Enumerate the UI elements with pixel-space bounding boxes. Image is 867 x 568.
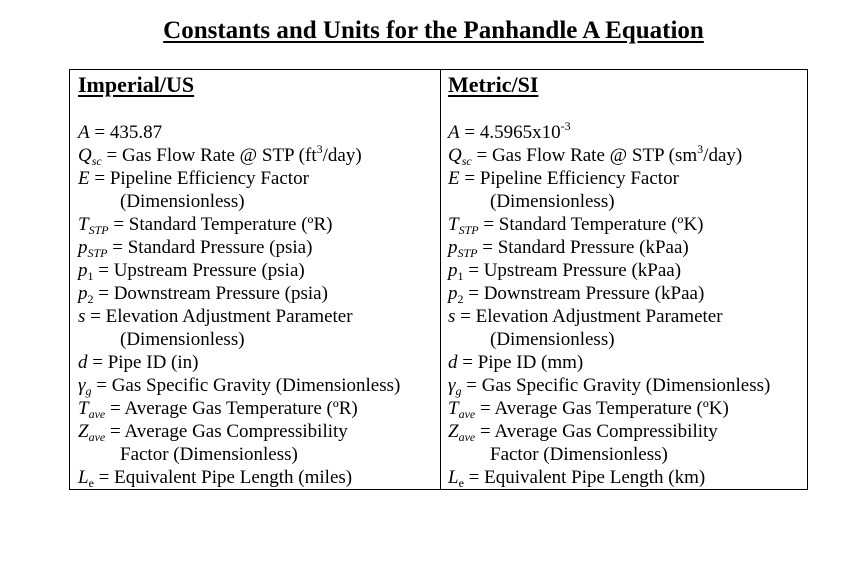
definition-text: = Elevation Adjustment Parameter [85, 306, 353, 327]
def-s [448, 305, 806, 328]
imperial-column [78, 70, 438, 489]
symbol: A [78, 122, 90, 143]
subscript: 2 [87, 292, 94, 306]
subscript: STP [87, 246, 108, 260]
column-divider [440, 70, 441, 489]
definition-text: = Gas Flow Rate @ STP (ft [101, 145, 317, 166]
symbol: T [78, 214, 89, 235]
definition-text: = Elevation Adjustment Parameter [455, 306, 723, 327]
symbol: s [78, 306, 86, 327]
definition-text: = Downstream Pressure (kPaa) [463, 283, 705, 304]
def-Tstp [78, 213, 438, 236]
subscript: ave [458, 407, 476, 421]
def-Zave [448, 420, 806, 443]
def-Qsc [78, 144, 438, 167]
def-Qsc [448, 144, 806, 167]
symbol: p [78, 237, 88, 258]
def-d [448, 351, 806, 374]
definition-text: = Standard Temperature (ºK) [478, 214, 704, 235]
def-Zave-continued: Factor (Dimensionless) [120, 444, 298, 465]
definition-text: = Gas Specific Gravity (Dimensionless) [91, 375, 401, 396]
def-s [78, 305, 438, 328]
subscript: e [458, 476, 464, 490]
subscript: ave [458, 430, 476, 444]
def-A [78, 121, 438, 144]
def-pstp [448, 236, 806, 259]
subscript: STP [457, 246, 478, 260]
symbol: p [78, 260, 88, 281]
definition-text: = Pipe ID (in) [87, 352, 199, 373]
metric-definitions [448, 121, 806, 489]
subscript: STP [88, 223, 109, 237]
def-p2 [78, 282, 438, 305]
symbol: d [448, 352, 458, 373]
symbol: T [448, 214, 459, 235]
definition-text: = Gas Flow Rate @ STP (sm [471, 145, 698, 166]
def-p1 [448, 259, 806, 282]
symbol: Z [448, 421, 459, 442]
definition-text: = Average Gas Compressibility [105, 421, 348, 442]
symbol: γ [78, 375, 86, 396]
definition-text: = Average Gas Compressibility [475, 421, 718, 442]
superscript: 3 [316, 142, 323, 156]
symbol: γ [448, 375, 456, 396]
imperial-definitions [78, 121, 438, 489]
definition-text: = Pipe ID (mm) [457, 352, 584, 373]
subscript: 1 [87, 269, 94, 283]
definition-text: = Standard Temperature (ºR) [108, 214, 333, 235]
metric-header: Metric/SI [448, 72, 539, 97]
definition-text: = 435.87 [89, 122, 163, 143]
def-pstp [78, 236, 438, 259]
def-Zave [78, 420, 438, 443]
subscript: g [85, 384, 92, 398]
subscript: e [88, 476, 94, 490]
symbol: d [78, 352, 88, 373]
subscript: ave [88, 407, 106, 421]
subscript: 2 [457, 292, 464, 306]
symbol: L [448, 467, 459, 488]
constants-table [69, 69, 808, 490]
subscript: STP [458, 223, 479, 237]
symbol: Z [78, 421, 89, 442]
subscript: g [455, 384, 462, 398]
page-title: Constants and Units for the Panhandle A Equation [163, 17, 704, 44]
definition-text: = Average Gas Temperature (ºR) [105, 398, 358, 419]
definition-text: = Gas Specific Gravity (Dimensionless) [461, 375, 771, 396]
def-d [78, 351, 438, 374]
symbol: A [448, 122, 460, 143]
superscript: -3 [560, 119, 571, 133]
definition-text: = Standard Pressure (kPaa) [477, 237, 689, 258]
def-s-continued: (Dimensionless) [490, 329, 615, 350]
def-Zave-continued: Factor (Dimensionless) [490, 444, 668, 465]
symbol: L [78, 467, 89, 488]
definition-text: = Average Gas Temperature (ºK) [475, 398, 729, 419]
def-E-continued: (Dimensionless) [120, 191, 245, 212]
definition-text: = Standard Pressure (psia) [107, 237, 313, 258]
symbol: p [448, 237, 458, 258]
subscript: ave [88, 430, 106, 444]
symbol: Q [448, 145, 462, 166]
def-p1 [78, 259, 438, 282]
definition-text: = Equivalent Pipe Length (km) [463, 467, 706, 488]
def-Tave [448, 397, 806, 420]
symbol: p [448, 260, 458, 281]
definition-text: = 4.5965x10 [459, 122, 561, 143]
symbol: T [78, 398, 89, 419]
superscript: 3 [697, 142, 704, 156]
definition-text: = Downstream Pressure (psia) [93, 283, 328, 304]
definition-text: = Upstream Pressure (kPaa) [463, 260, 682, 281]
definition-text: = Pipeline Efficiency Factor [89, 168, 309, 189]
definition-text: = Pipeline Efficiency Factor [459, 168, 679, 189]
def-Tstp [448, 213, 806, 236]
def-E [78, 167, 438, 190]
symbol: p [448, 283, 458, 304]
definition-text: = Equivalent Pipe Length (miles) [93, 467, 353, 488]
metric-column [448, 70, 806, 489]
def-Le [78, 466, 438, 489]
def-p2 [448, 282, 806, 305]
subscript: sc [461, 154, 472, 168]
symbol: p [78, 283, 88, 304]
symbol: Q [78, 145, 92, 166]
def-E-continued: (Dimensionless) [490, 191, 615, 212]
definition-tail: /day) [703, 145, 743, 166]
definition-tail: /day) [322, 145, 362, 166]
def-E [448, 167, 806, 190]
symbol: s [448, 306, 456, 327]
def-A [448, 121, 806, 144]
symbol: T [448, 398, 459, 419]
symbol: E [78, 168, 90, 189]
def-gamma [78, 374, 438, 397]
def-Le [448, 466, 806, 489]
subscript: 1 [457, 269, 464, 283]
def-s-continued: (Dimensionless) [120, 329, 245, 350]
def-gamma [448, 374, 806, 397]
subscript: sc [91, 154, 102, 168]
imperial-header: Imperial/US [78, 72, 195, 97]
def-Tave [78, 397, 438, 420]
definition-text: = Upstream Pressure (psia) [93, 260, 305, 281]
symbol: E [448, 168, 460, 189]
